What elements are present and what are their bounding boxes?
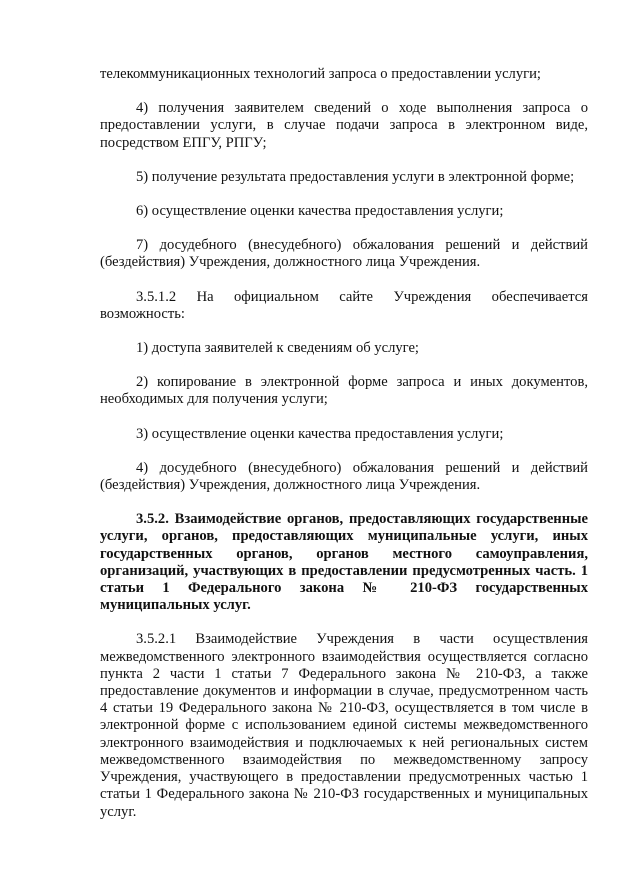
paragraph-item-4-status: 4) получения заявителем сведений о ходе выполнения запроса о предоставлении услуги, в случае подачи запроса в электронном виде, посредством ЕПГУ, РПГУ; <box>100 100 588 151</box>
paragraph-section-3-5-1-2: 3.5.1.2 На официальном сайте Учреждения обеспечивается возможность: <box>100 288 588 322</box>
paragraph-item-2-copy: 2) копирование в электронной форме запроса и иных документов, необходимых для получения услуги; <box>100 374 588 408</box>
paragraph-item-3-quality: 3) осуществление оценки качества предоставления услуги; <box>136 425 504 442</box>
section-heading-3-5-2: 3.5.2. Взаимодействие органов, предоставляющих государственные услуги, органов, предоставляющих муниципальные услуги, иных государственных органов, органов местного самоуправления, организаций, участвующих в предоставлении предусмотренных часть. 1 статьи 1 Федерального закона № 210-ФЗ государственных муниципальных услуг. <box>100 511 588 614</box>
paragraph-item-1-access: 1) доступа заявителей к сведениям об услуге; <box>136 340 419 357</box>
document-page <box>100 66 588 838</box>
paragraph-continuation: телекоммуникационных технологий запроса о предоставлении услуги; <box>100 66 541 82</box>
paragraph-item-5-result: 5) получение результата предоставления услуги в электронной форме; <box>136 168 575 185</box>
paragraph-item-7-appeal: 7) досудебного (внесудебного) обжалования решений и действий (бездействия) Учреждения, должностного лица Учреждения. <box>100 237 588 271</box>
paragraph-item-4-appeal: 4) досудебного (внесудебного) обжалования решений и действий (бездействия) Учреждения, должностного лица Учреждения. <box>100 459 588 494</box>
paragraph-section-3-5-2-1: 3.5.2.1 Взаимодействие Учреждения в части осуществления межведомственного электронного взаимодействия осуществляется согласно пункта 2 части 1 статьи 7 Федерального закона № 210-ФЗ, а также предоставление документов и информации в случае, предусмотренном часть 4 статьи 19 Федерального закона № 210-ФЗ, осуществляется в том числе в электронной форме с использованием единой системы межведомственного электронного взаимодействия и подключаемых к ней региональных систем межведомственного взаимодействия по межведомственному запросу Учреждения, участвующего в предоставлении предусмотренных частью 1 статьи 1 Федерального закона № 210-ФЗ государственных и муниципальных услуг. <box>100 631 588 820</box>
paragraph-item-6-quality: 6) осуществление оценки качества предоставления услуги; <box>136 203 504 220</box>
